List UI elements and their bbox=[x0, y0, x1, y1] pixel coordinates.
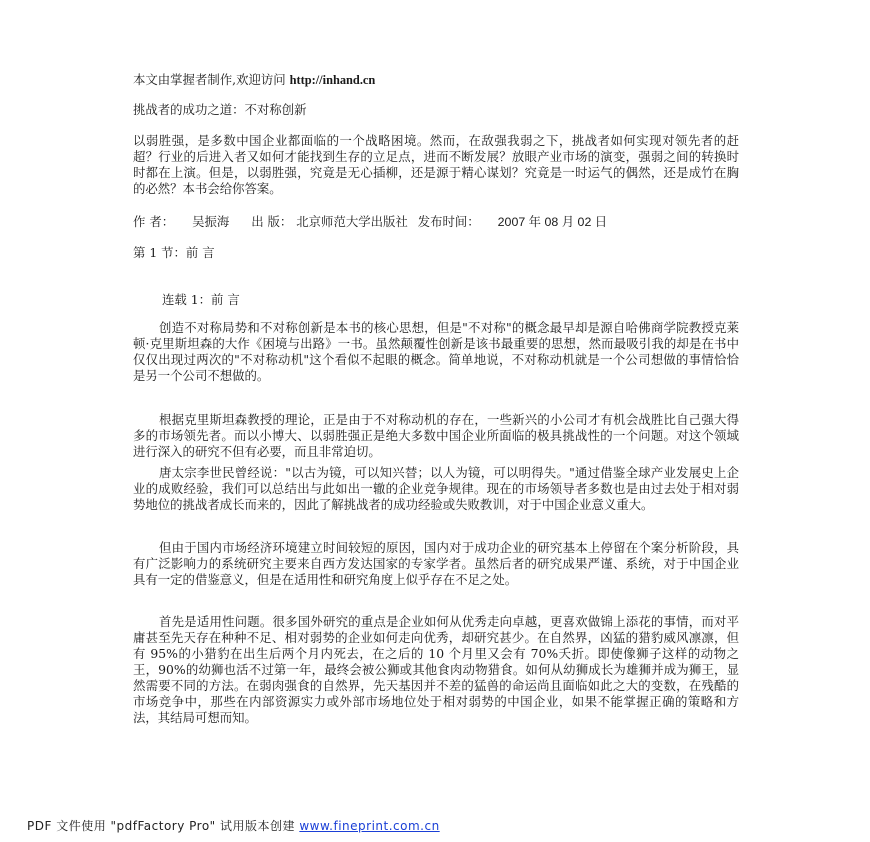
book-meta bbox=[133, 212, 607, 230]
pdf-footer bbox=[27, 817, 440, 834]
paragraph-2: 根据克里斯坦森教授的理论，正是由于不对称动机的存在，一些新兴的小公司才有机会战胜比自己强大得多的市场领先者。而以小博大、以弱胜强正是绝大多数中国企业所面临的极具挑战性的一个问题。对这个领域进行深入的研究不但有必要，而且非常迫切。 bbox=[133, 412, 739, 459]
publisher-label: 出 版： bbox=[251, 214, 293, 229]
header-prefix: 本文由掌握者制作,欢迎访问 bbox=[133, 72, 290, 87]
chapter-heading: 连载 1：前 言 bbox=[162, 292, 240, 307]
paragraph-4: 但由于国内市场经济环境建立时间较短的原因，国内对于成功企业的研究基本上停留在个案分析阶段，具有广泛影响力的系统研究主要来自西方发达国家的专家学者。虽然后者的研究成果严谨、系统，对于中国企业具有一定的借鉴意义，但是在适用性和研究角度上似乎存在不足之处。 bbox=[133, 540, 739, 587]
author-label: 作 者： bbox=[133, 214, 175, 229]
date-label: 发布时间： bbox=[417, 214, 480, 229]
header-url: http://inhand.cn bbox=[289, 73, 376, 87]
publish-date: 2007 年 08 月 02 日 bbox=[497, 215, 608, 229]
paragraph-3: 唐太宗李世民曾经说："以古为镜，可以知兴替；以人为镜，可以明得失。"通过借鉴全球产业发展史上企业的成败经验，我们可以总结出与此如出一辙的企业竞争规律。现在的市场领导者多数也是由过去处于相对弱势地位的挑战者成长而来的，因此了解挑战者的成功经验或失败教训，对于中国企业意义重大。 bbox=[133, 465, 739, 512]
footer-link[interactable]: www.fineprint.com.cn bbox=[299, 819, 440, 833]
book-title: 挑战者的成功之道：不对称创新 bbox=[133, 102, 307, 117]
publisher-name: 北京师范大学出版社 bbox=[296, 214, 408, 229]
paragraph-5: 首先是适用性问题。很多国外研究的重点是企业如何从优秀走向卓越，更喜欢做锦上添花的事情，而对平庸甚至先天存在种种不足、相对弱势的企业如何走向优秀，却研究甚少。在自然界，凶猛的猎豹威风凛凛，但有 95%的小猎豹在出生后两个月内死去，在之后的 10 个月里又会有 70%夭折。即使像狮子这样的动物之王，90%的幼狮也活不过第一年，最终会被公狮或其他食肉动物猎食。如何从幼狮成长为雄狮并成为狮王，显然需要不同的方法。在弱肉强食的自然界，先天基因并不差的猛兽的命运尚且面临如此之大的变数，在残酷的市场竞争中，那些在内部资源实力或外部市场地位处于相对弱势的中国企业，如果不能掌握正确的策略和方法，其结局可想而知。 bbox=[133, 614, 739, 725]
header-line bbox=[133, 70, 375, 88]
book-summary: 以弱胜强，是多数中国企业都面临的一个战略困境。然而，在敌强我弱之下，挑战者如何实现对领先者的赶超？行业的后进入者又如何才能找到生存的立足点，进而不断发展？放眼产业市场的演变，强弱之间的转换时时都在上演。但是，以弱胜强，究竟是无心插柳，还是源于精心谋划？究竟是一时运气的偶然，还是成竹在胸的必然？本书会给你答案。 bbox=[133, 133, 739, 196]
footer-text: PDF 文件使用 "pdfFactory Pro" 试用版本创建 bbox=[27, 819, 300, 833]
section-heading: 第 1 节：前 言 bbox=[133, 245, 215, 260]
author-name: 吴振海 bbox=[192, 214, 230, 229]
paragraph-1: 创造不对称局势和不对称创新是本书的核心思想，但是"不对称"的概念最早却是源自哈佛商学院教授克莱顿·克里斯坦森的大作《困境与出路》一书。虽然颠覆性创新是该书最重要的思想，然而最吸引我的却是在书中仅仅出现过两次的"不对称动机"这个看似不起眼的概念。简单地说，不对称动机就是一个公司想做的事情恰恰是另一个公司不想做的。 bbox=[133, 320, 739, 383]
